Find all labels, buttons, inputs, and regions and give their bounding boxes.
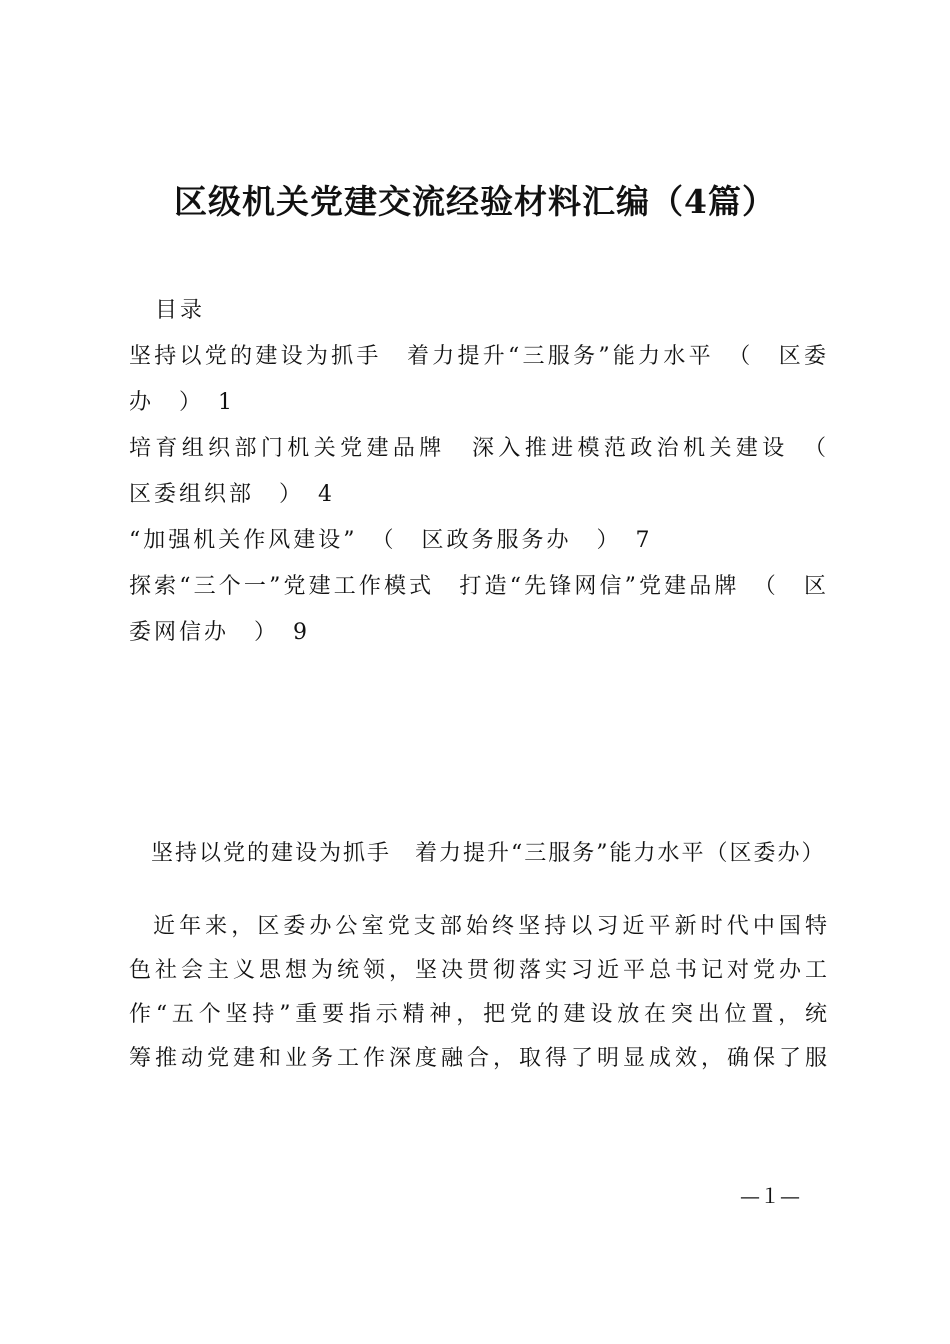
table-of-contents [129,288,855,656]
toc-entry: 培育组织部门机关党建品牌 深入推进模范政治机关建设 （ 区委组织部 ） 4 [129,436,855,507]
toc-entry: “加强机关作风建设” （ 区政务服务办 ） 7 [129,528,653,553]
article-section [129,832,831,1081]
page-number: —１— [740,1184,800,1208]
toc-entry: 探索“三个一”党建工作模式 打造“先锋网信”党建品牌 （ 区委网信办 ） 9 [129,574,829,645]
toc-entry: 坚持以党的建设为抓手 着力提升“三服务”能力水平 （ 区委办 ） 1 [129,344,829,415]
article-heading: 坚持以党的建设为抓手 着力提升“三服务”能力水平（区委办） [151,841,826,866]
toc-heading: 目录 [155,298,206,323]
article-paragraph: 近年来，区委办公室党支部始终坚持以习近平新时代中国特色社会主义思想为统领，坚决贯彻落实习近平总书记对党办工作“五个坚持”重要指示精神，把党的建设放在突出位置，统筹推动党建和业务工作深度融合，取得了明显成效，确保了服 [129,914,832,1071]
document-title: 区级机关党建交流经验材料汇编（4篇） [174,182,776,221]
